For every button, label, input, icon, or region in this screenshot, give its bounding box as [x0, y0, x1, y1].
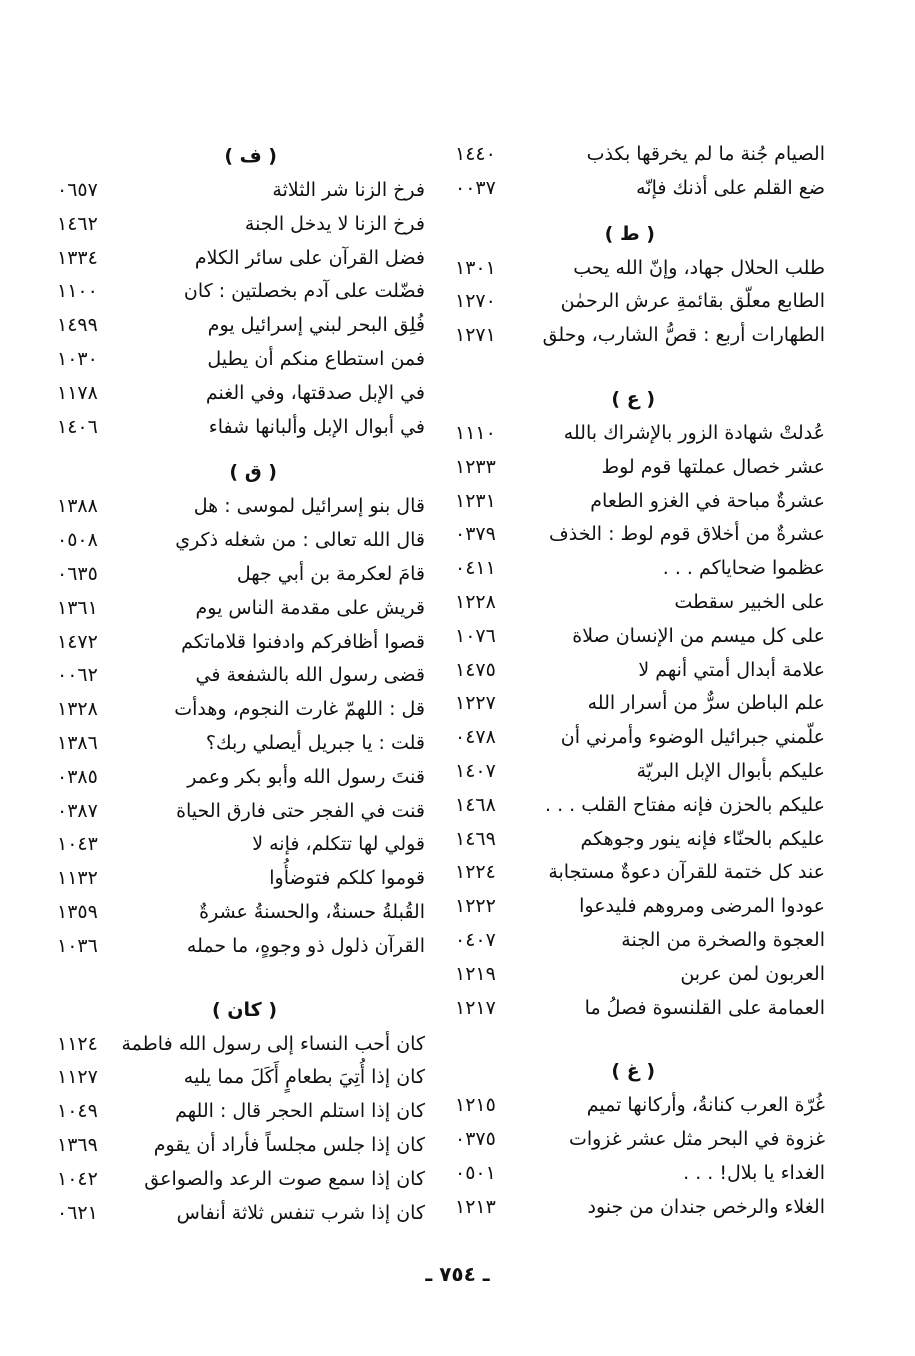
right-column — [445, 138, 825, 1225]
entry-number: ١٣٣٤ — [57, 246, 98, 269]
entry-number: ١٣٠١ — [455, 256, 496, 279]
entry-text: قضى رسول الله بالشفعة في — [195, 664, 425, 687]
section-heading-ghain: ( غ ) — [611, 1060, 655, 1083]
entry-text: الغداء يا بلال! . . . — [683, 1161, 825, 1184]
entry-number: ١٢٢٢ — [455, 895, 496, 918]
entry-text: غزوة في البحر مثل عشر غزوات — [568, 1128, 825, 1151]
index-entry — [445, 1191, 825, 1225]
index-entry — [445, 687, 825, 721]
entry-number: ١١٧٨ — [57, 381, 98, 404]
entry-text: كان أحب النساء إلى رسول الله فاطمة — [121, 1032, 425, 1055]
ghain-entries — [445, 1089, 825, 1224]
right-top-entries — [445, 138, 825, 206]
entry-text: عشر خصال عملتها قوم لوط — [601, 455, 825, 478]
index-entry — [445, 924, 825, 958]
entry-number: ١٢١٥ — [455, 1094, 496, 1117]
index-entry — [445, 451, 825, 485]
entry-number: ١٠٤٢ — [57, 1167, 98, 1190]
entry-number: ١٣٢٨ — [57, 698, 98, 721]
ta-entries — [445, 252, 825, 353]
index-entry — [445, 138, 825, 172]
index-entry — [445, 417, 825, 451]
entry-text: في أبوال الإبل وألبانها شفاء — [208, 415, 425, 438]
entry-number: ٠٦٣٥ — [57, 562, 98, 585]
entry-text: قل : اللهمّ غارت النجوم، وهدأت — [174, 698, 425, 721]
index-entry — [45, 490, 425, 524]
entry-number: ١١١٠ — [455, 421, 496, 444]
entry-number: ١٢٢٤ — [455, 861, 496, 884]
entry-text: قنت في الفجر حتى فارق الحياة — [176, 799, 425, 822]
left-column — [45, 138, 425, 1230]
entry-number: ١٢٢٨ — [455, 590, 496, 613]
entry-number: ١٢٧١ — [455, 324, 496, 347]
index-entry — [445, 252, 825, 286]
index-entry — [45, 174, 425, 208]
entry-text: العمامة على القلنسوة فصلُ ما — [584, 996, 825, 1019]
entry-text: علامة أبدال أمتي أنهم لا — [638, 658, 825, 681]
entry-text: قال بنو إسرائيل لموسى : هل — [193, 495, 425, 518]
entry-text: علّمني جبرائيل الوضوء وأمرني أن — [560, 726, 825, 749]
index-entry — [45, 1197, 425, 1231]
qaf-entries — [45, 490, 425, 963]
index-entry — [45, 862, 425, 896]
index-entry — [45, 659, 425, 693]
section-heading-qaf: ( ق ) — [229, 461, 277, 484]
entry-number: ٠٠٣٧ — [455, 176, 496, 199]
entry-number: ١٢٢٧ — [455, 692, 496, 715]
entry-number: ١٤٦٨ — [455, 793, 496, 816]
index-entry — [445, 890, 825, 924]
entry-number: ١٤٩٩ — [57, 314, 98, 337]
entry-number: ١٤٠٧ — [455, 759, 496, 782]
section-heading-ta: ( ط ) — [604, 222, 655, 245]
page-number: ـ ٧٥٤ ـ — [425, 1262, 490, 1286]
entry-number: ١١٣٢ — [57, 867, 98, 890]
entry-text: قلت : يا جبريل أيصلي ربك؟ — [205, 731, 425, 754]
entry-number: ٠٥٠٨ — [57, 529, 98, 552]
entry-text: كان إذا سمع صوت الرعد والصواعق — [144, 1167, 425, 1190]
entry-text: فمن استطاع منكم أن يطيل — [207, 347, 425, 370]
index-entry — [45, 242, 425, 276]
entry-text: فرخ الزنا شر الثلاثة — [272, 179, 425, 201]
index-entry — [45, 1095, 425, 1129]
index-entry — [445, 721, 825, 755]
index-entry — [445, 992, 825, 1026]
index-entry — [45, 727, 425, 761]
entry-number: ٠٣٧٩ — [455, 523, 496, 546]
entry-number: ٠٤١١ — [455, 557, 496, 580]
entry-text: عشرةٌ مباحة في الغزو الطعام — [590, 489, 825, 512]
index-entry — [445, 856, 825, 890]
index-entry — [445, 823, 825, 857]
entry-number: ١٠٣٦ — [57, 934, 98, 957]
section-heading-fa: ( ف ) — [224, 145, 277, 167]
index-entry — [45, 558, 425, 592]
entry-number: ١١٠٠ — [57, 280, 98, 303]
entry-text: القرآن ذلول ذو وجوهٍ، ما حمله — [186, 934, 425, 957]
index-entry — [45, 1163, 425, 1197]
index-entry — [45, 930, 425, 964]
entry-text: الصيام جُنة ما لم يخرقها بكذب — [586, 143, 825, 165]
entry-number: ١٣٨٦ — [57, 731, 98, 754]
entry-text: على الخبير سقطت — [674, 590, 825, 613]
index-entry — [45, 693, 425, 727]
index-entry — [45, 1028, 425, 1062]
entry-number: ١٠٧٦ — [455, 624, 496, 647]
entry-text: قصوا أظافركم وادفنوا قلاماتكم — [181, 630, 425, 653]
entry-text: ضع القلم على أذنك فإنّه — [636, 176, 825, 199]
entry-number: ١٤٦٢ — [57, 212, 98, 235]
entry-text: كان إذا استلم الحجر قال : اللهم — [175, 1100, 425, 1123]
section-heading-kana: ( كان ) — [212, 998, 277, 1021]
ain-entries — [445, 417, 825, 1025]
index-entry — [45, 795, 425, 829]
entry-number: ١٢٧٠ — [455, 290, 496, 313]
entry-text: عشرةٌ من أخلاق قوم لوط : الخذف — [549, 523, 825, 546]
entry-number: ١٠٣٠ — [57, 347, 98, 370]
entry-text: عليكم بالحزن فإنه مفتاح القلب . . . — [544, 793, 825, 816]
entry-text: الطابع معلّق بقائمةِ عرش الرحمٰن — [560, 290, 825, 313]
entry-text: قنتَ رسول الله وأبو بكر وعمر — [187, 765, 425, 788]
entry-number: ١٣٦٩ — [57, 1133, 98, 1156]
entry-number: ١٠٤٩ — [57, 1100, 98, 1123]
section-heading-ain: ( ع ) — [611, 387, 655, 410]
index-entry — [45, 592, 425, 626]
entry-number: ١٢١٧ — [455, 996, 496, 1019]
entry-text: قامَ لعكرمة بن أبي جهل — [236, 562, 425, 585]
entry-number: ٠٠٦٢ — [57, 664, 98, 687]
entry-text: فرخ الزنا لا يدخل الجنة — [244, 212, 425, 235]
entry-number: ١١٢٧ — [57, 1066, 98, 1089]
index-entry — [45, 1061, 425, 1095]
entry-text: عودوا المرضى ومروهم فليدعوا — [579, 895, 825, 918]
entry-text: علم الباطن سرٌّ من أسرار الله — [587, 692, 825, 715]
index-entry — [445, 1123, 825, 1157]
index-entry — [45, 828, 425, 862]
index-entry — [445, 518, 825, 552]
index-entry — [445, 755, 825, 789]
index-entry — [445, 485, 825, 519]
index-entry — [445, 285, 825, 319]
index-entry — [45, 343, 425, 377]
index-entry — [45, 626, 425, 660]
entry-text: عظموا ضحاياكم . . . — [662, 557, 825, 580]
entry-text: في الإبل صدقتها، وفي الغنم — [205, 381, 425, 404]
entry-number: ٠٥٠١ — [455, 1161, 496, 1184]
index-entry — [445, 654, 825, 688]
entry-number: ١٢١٩ — [455, 962, 496, 985]
entry-number: ٠٤٠٧ — [455, 928, 496, 951]
entry-number: ١٣٦١ — [57, 596, 98, 619]
index-entry — [445, 1157, 825, 1191]
index-entry — [45, 761, 425, 795]
entry-text: كان إذا أُتِيَ بطعامٍ أَكَلَ مما يليه — [183, 1066, 425, 1089]
entry-number: ١٢٣١ — [455, 489, 496, 512]
entry-number: ٠٣٧٥ — [455, 1128, 496, 1151]
entry-text: طلب الحلال جهاد، وإنّ الله يحب — [573, 256, 825, 279]
entry-text: قولي لها تتكلم، فإنه لا — [252, 833, 425, 856]
entry-number: ١٤٦٩ — [455, 827, 496, 850]
entry-number: ١٤٠٦ — [57, 415, 98, 438]
entry-number: ٠٣٨٥ — [57, 765, 98, 788]
index-entry — [45, 208, 425, 242]
entry-text: الطهارات أربع : قصُّ الشارب، وحلق — [542, 324, 825, 347]
index-entry — [445, 319, 825, 353]
index-entry — [445, 172, 825, 206]
entry-number: ١٢٣٣ — [455, 455, 496, 478]
entry-text: عليكم بأبوال الإبل البريّة — [636, 759, 825, 782]
entry-text: عليكم بالحنّاء فإنه ينور وجوهكم — [580, 827, 825, 850]
entry-text: على كل ميسم من الإنسان صلاة — [572, 624, 825, 647]
entry-text: عند كل ختمة للقرآن دعوةٌ مستجابة — [548, 861, 825, 884]
entry-text: قال الله تعالى : من شغله ذكري — [175, 529, 425, 552]
entry-text: عُدلتْ شهادة الزور بالإشراك بالله — [563, 421, 825, 444]
entry-text: فضل القرآن على سائر الكلام — [194, 246, 425, 269]
entry-text: كان إذا جلس مجلساً فأراد أن يقوم — [153, 1133, 425, 1156]
entry-number: ٠٤٧٨ — [455, 726, 496, 749]
index-entry — [45, 1129, 425, 1163]
index-entry — [45, 411, 425, 445]
index-entry — [45, 524, 425, 558]
index-entry — [45, 896, 425, 930]
entry-number: ١١٢٤ — [57, 1032, 98, 1055]
entry-text: العجوة والصخرة من الجنة — [621, 928, 825, 951]
entry-text: القُبلةُ حسنةٌ، والحسنةُ عشرةٌ — [199, 900, 425, 923]
entry-number: ١٢١٣ — [455, 1195, 496, 1218]
entry-text: فُلِق البحر لبني إسرائيل يوم — [207, 314, 425, 337]
entry-text: الغلاء والرخص جندان من جنود — [587, 1195, 825, 1218]
index-entry — [445, 1089, 825, 1123]
entry-number: ٠٦٢١ — [57, 1201, 98, 1224]
fa-entries — [45, 174, 425, 444]
entry-text: فضّلت على آدم بخصلتين : كان — [183, 280, 425, 303]
index-entry — [445, 552, 825, 586]
entry-number: ١٤٧٢ — [57, 630, 98, 653]
index-entry — [445, 958, 825, 992]
entry-number: ١٠٤٣ — [57, 833, 98, 856]
entry-text: قريش على مقدمة الناس يوم — [195, 596, 425, 619]
entry-number: ٠٦٥٧ — [57, 179, 98, 201]
index-entry — [445, 620, 825, 654]
entry-text: قوموا كلكم فتوضأُوا — [269, 867, 425, 890]
entry-number: ١٤٧٥ — [455, 658, 496, 681]
index-entry — [45, 309, 425, 343]
index-entry — [45, 377, 425, 411]
entry-number: ٠٣٨٧ — [57, 799, 98, 822]
entry-text: غُرّة العرب كنانةُ، وأركانها تميم — [586, 1094, 825, 1117]
index-entry — [445, 586, 825, 620]
entry-text: كان إذا شرب تنفس ثلاثة أنفاس — [176, 1201, 425, 1224]
entry-text: العربون لمن عربن — [680, 962, 825, 985]
entry-number: ١٣٨٨ — [57, 495, 98, 518]
index-entry — [45, 275, 425, 309]
kana-entries — [45, 1028, 425, 1231]
entry-number: ١٣٥٩ — [57, 900, 98, 923]
entry-number: ١٤٤٠ — [455, 143, 496, 165]
index-entry — [445, 789, 825, 823]
